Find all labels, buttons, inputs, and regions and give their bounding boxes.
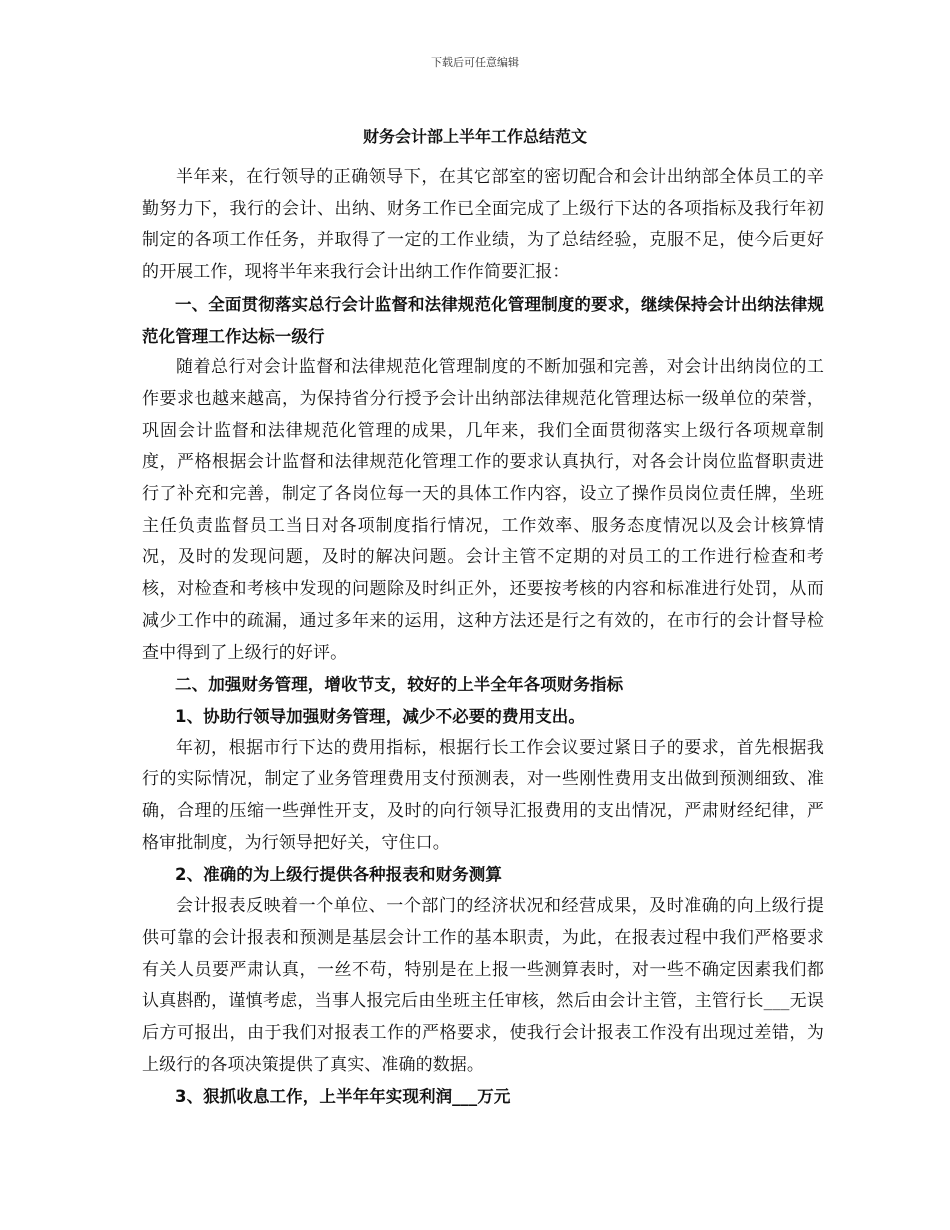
section-heading-1: 一、全面贯彻落实总行会计监督和法律规范化管理制度的要求，继续保持会计出纳法律规范化管理工作达标一级行 <box>142 294 824 346</box>
header-note: 下载后可任意编辑 <box>431 56 519 69</box>
subsection-heading-2-2: 2、准确的为上级行提供各种报表和财务测算 <box>175 865 502 885</box>
paragraph-section-1: 随着总行对会计监督和法律规范化管理制度的不断加强和完善，对会计出纳岗位的工作要求也越来越高，为保持省分行授予会计出纳部法律规范化管理达标一级单位的荣誉，巩固会计监督和法律规范化管理的成果，几年来，我们全面贯彻落实上级行各项规章制度，严格根据会计监督和法律规范化管理工作的要求认真执行，对各会计岗位监督职责进行了补充和完善，制定了各岗位每一天的具体工作内容，设立了操作员岗位责任牌，坐班主任负责监督员工当日对各项制度指行情况，工作效率、服务态度情况以及会计核算情况，及时的发现问题，及时的解决问题。会计主管不定期的对员工的工作进行检查和考核，对检查和考核中发现的问题除及时纠正外，还要按考核的内容和标准进行处罚，从而减少工作中的疏漏，通过多年来的运用，这种方法还是行之有效的，在市行的会计督导检查中得到了上级行的好评。 <box>142 357 824 663</box>
paragraph-subsection-2-1: 年初，根据市行下达的费用指标，根据行长工作会议要过紧日子的要求，首先根据我行的实际情况，制定了业务管理费用支付预测表，对一些刚性费用支出做到预测细致、准确，合理的压缩一些弹性开支，及时的向行领导汇报费用的支出情况，严肃财经纪律，严格审批制度，为行领导把好关，守住口。 <box>142 737 824 853</box>
document-body <box>142 162 824 1113</box>
document-title: 财务会计部上半年工作总结范文 <box>362 127 587 146</box>
section-heading-2: 二、加强财务管理，增收节支，较好的上半全年各项财务指标 <box>175 675 624 695</box>
subsection-heading-2-3: 3、狠抓收息工作，上半年年实现利润___万元 <box>175 1087 511 1107</box>
paragraph-subsection-2-2: 会计报表反映着一个单位、一个部门的经济状况和经营成果，及时准确的向上级行提供可靠的会计报表和预测是基层会计工作的基本职责，为此，在报表过程中我们严格要求有关人员要严肃认真，一丝不苟，特别是在上报一些测算表时，对一些不确定因素我们都认真斟酌，谨慎考虑，当事人报完后由坐班主任审核，然后由会计主管，主管行长___无误后方可报出，由于我们对报表工作的严格要求，使我行会计报表工作没有出现过差错，为上级行的各项决策提供了真实、准确的数据。 <box>142 896 824 1075</box>
subsection-heading-2-1: 1、协助行领导加强财务管理，减少不必要的费用支出。 <box>175 706 585 726</box>
paragraph-intro: 半年来，在行领导的正确领导下，在其它部室的密切配合和会计出纳部全体员工的辛勤努力下，我行的会计、出纳、财务工作已全面完成了上级行下达的各项指标及我行年初制定的各项工作任务，并取得了一定的工作业绩，为了总结经验，克服不足，使今后更好的开展工作，现将半年来我行会计出纳工作作简要汇报： <box>142 167 824 283</box>
